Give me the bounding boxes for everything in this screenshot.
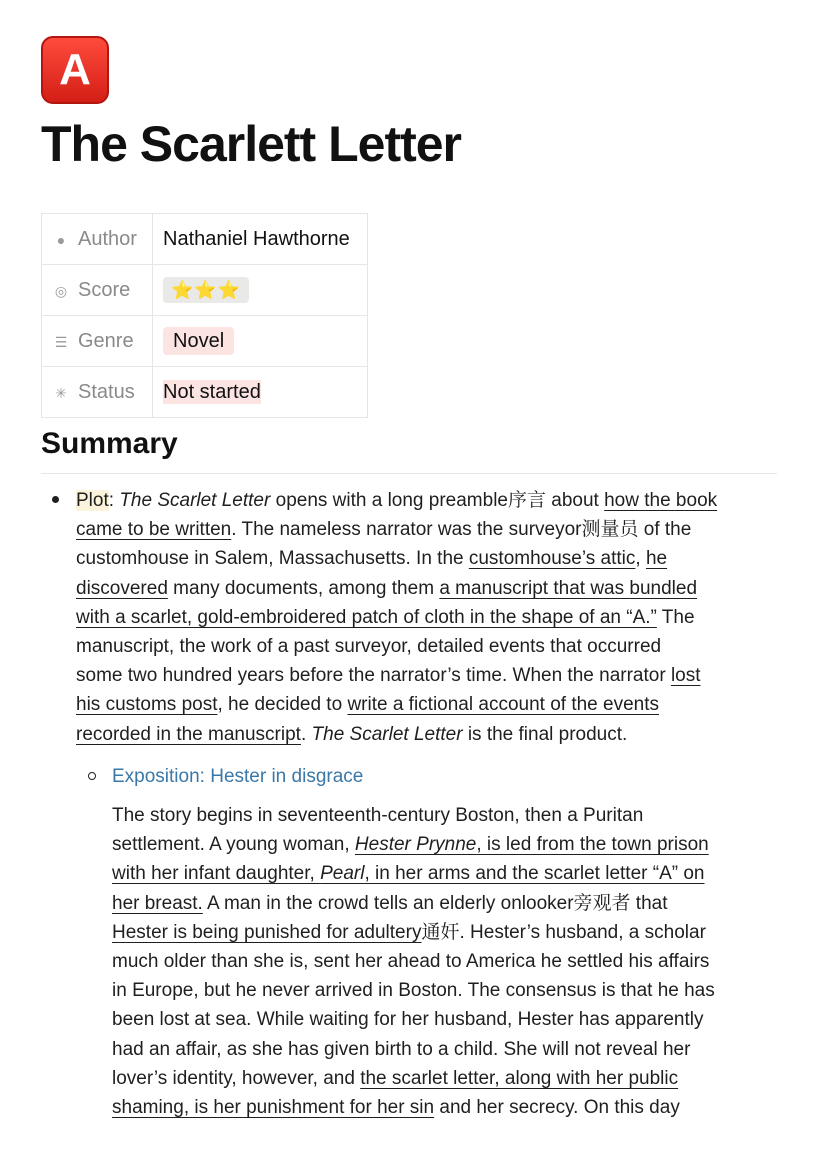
bullet-icon (52, 496, 59, 503)
plot-label: Plot (76, 490, 109, 511)
genre-value[interactable] (153, 316, 368, 367)
property-row-author[interactable] (42, 214, 368, 265)
page-icon[interactable] (41, 36, 109, 104)
properties-table (41, 213, 368, 418)
genre-tag: Novel (163, 327, 234, 355)
status-icon: ✳ (55, 384, 67, 401)
divider (41, 473, 777, 474)
property-row-genre[interactable] (42, 316, 368, 367)
summary-heading[interactable]: Summary (41, 427, 178, 460)
score-tag: ⭐⭐⭐ (163, 277, 249, 303)
sub-bullet-icon (88, 772, 96, 780)
property-label[interactable]: ☰ Genre (42, 316, 153, 367)
property-label[interactable]: ◎ Score (42, 265, 153, 316)
list-icon: ☰ (54, 333, 68, 350)
person-icon: ● (56, 231, 66, 248)
status-tag: Not started (163, 380, 261, 403)
status-value[interactable] (153, 367, 368, 418)
plot-paragraph[interactable]: Plot: The Scarlet Letter opens with a long preamble序言 about how the book came to be written. The nameless narrator was the surveyor测量员 of the customhouse in Salem, Massachusetts. In the customhouse’s attic, he discovered many documents, among them a manuscript that was bundled with a scarlet, gold-embroidered patch of cloth in the shape of an “A.” The manuscript, the work of a past surveyor, detailed events that occurred some two hundred years before the narrator’s time. When the narrator lost his customs post, he decided to write a fictional account of the events recorded in the manuscript. The Scarlet Letter is the final product. (76, 490, 718, 745)
exposition-paragraph[interactable]: The story begins in seventeenth-century Boston, then a Puritan settlement. A young woman, Hester Prynne, is led from the town prison with her infant daughter, Pearl, in her arms and the scarlet letter “A” on her breast. A man in the crowd tells an elderly onlooker旁观者 that Hester is being punished for adultery通奸. Hester’s husband, a scholar much older than she is, sent her ahead to America he settled his affairs in Europe, but he never arrived in Boston. The consensus is that he has been lost at sea. While waiting for her husband, Hester has apparently had an affair, as she has given birth to a child. She will not reveal her lover’s identity, however, and the scarlet letter, along with her public shaming, is her punishment for her sin and her secrecy. On this day (112, 805, 715, 1119)
page-title[interactable]: The Scarlett Letter (41, 116, 462, 172)
property-label[interactable]: ✳ Status (42, 367, 153, 418)
property-label[interactable]: ● Author (42, 214, 153, 265)
letter-a-icon: A (59, 45, 91, 94)
score-value[interactable] (153, 265, 368, 316)
select-icon: ◎ (54, 282, 68, 299)
exposition-heading[interactable]: Exposition: Hester in disgrace (112, 766, 364, 787)
author-value[interactable]: Nathaniel Hawthorne (153, 214, 368, 265)
property-row-status[interactable] (42, 367, 368, 418)
property-row-score[interactable] (42, 265, 368, 316)
